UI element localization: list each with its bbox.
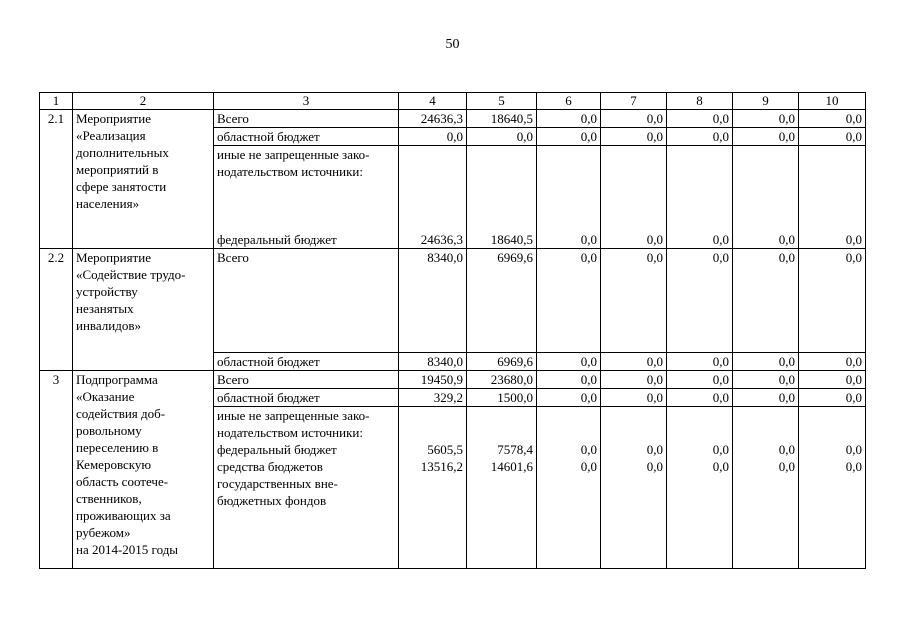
column-header: 3 [214,93,399,110]
value-cell: 0,0 [733,353,799,371]
value-cell: 0,0 [537,128,601,146]
value-cell: 0,0 [667,110,733,128]
value-cell: 24636,3 [399,110,467,128]
value-cell: 0,0 [733,146,799,249]
column-header: 8 [667,93,733,110]
column-header: 5 [467,93,537,110]
table-row [40,110,866,128]
budget-table [39,92,866,569]
value-cell: 6969,6 [467,249,537,353]
row-index: 3 [40,371,73,569]
value-cell: 0,0 [601,371,667,389]
measure-name: Мероприятие «Реализация дополнительных мероприятий в сфере занятости населения» [73,110,214,249]
value-cell: 0,0 [799,146,866,249]
value-cell: 0,0 [537,353,601,371]
value-cell: 0,0 [601,389,667,407]
row-index: 2.2 [40,249,73,371]
value-cell: 0,0 0,0 [667,407,733,569]
value-cell: 0,0 [733,389,799,407]
value-cell: 0,0 [799,110,866,128]
funding-source: Всего [214,110,399,128]
value-cell: 0,0 [537,389,601,407]
value-cell: 0,0 [537,249,601,353]
value-cell: 0,0 [399,128,467,146]
value-cell: 0,0 [733,249,799,353]
value-cell: 0,0 [799,249,866,353]
value-cell: 0,0 [799,371,866,389]
value-cell: 19450,9 [399,371,467,389]
column-header: 10 [799,93,866,110]
value-cell: 5605,5 13516,2 [399,407,467,569]
value-cell: 0,0 [799,389,866,407]
value-cell: 0,0 [601,146,667,249]
value-cell: 0,0 0,0 [537,407,601,569]
funding-source: Всего [214,249,399,353]
value-cell: 0,0 0,0 [733,407,799,569]
column-header: 2 [73,93,214,110]
measure-name: Мероприятие «Содействие трудо- устройству незанятых инвалидов» [73,249,214,371]
column-header: 4 [399,93,467,110]
value-cell: 0,0 [601,249,667,353]
value-cell: 329,2 [399,389,467,407]
row-index: 2.1 [40,110,73,249]
table-row [40,249,866,353]
value-cell: 0,0 0,0 [601,407,667,569]
value-cell: 7578,4 14601,6 [467,407,537,569]
value-cell: 1500,0 [467,389,537,407]
funding-source: областной бюджет [214,389,399,407]
value-cell: 8340,0 [399,353,467,371]
value-cell: 0,0 [667,389,733,407]
funding-source: иные не запрещенные зако- нодательством источники: федеральный бюджет [214,146,399,249]
value-cell: 0,0 [601,110,667,128]
funding-source: областной бюджет [214,353,399,371]
value-cell: 23680,0 [467,371,537,389]
value-cell: 0,0 [667,249,733,353]
value-cell: 18640,5 [467,146,537,249]
value-cell: 8340,0 [399,249,467,353]
value-cell: 18640,5 [467,110,537,128]
value-cell: 0,0 [537,371,601,389]
funding-source: иные не запрещенные зако- нодательством источники: федеральный бюджет средства бюджетов государственных вне- бюджетных фондов [214,407,399,569]
funding-source: областной бюджет [214,128,399,146]
column-header: 7 [601,93,667,110]
value-cell: 0,0 [601,128,667,146]
column-header: 1 [40,93,73,110]
value-cell: 0,0 [467,128,537,146]
column-header: 6 [537,93,601,110]
value-cell: 0,0 [667,146,733,249]
value-cell: 0,0 [733,128,799,146]
value-cell: 0,0 [799,353,866,371]
value-cell: 0,0 [799,128,866,146]
page-number: 50 [445,37,460,52]
value-cell: 0,0 [601,353,667,371]
measure-name: Подпрограмма «Оказание содействия доб- ровольному переселению в Кемеровскую область соотече- ственников, проживающих за рубежом» на 2014-2015 годы [73,371,214,569]
column-header: 9 [733,93,799,110]
table-row [40,371,866,389]
value-cell: 0,0 [537,146,601,249]
value-cell: 6969,6 [467,353,537,371]
funding-source: Всего [214,371,399,389]
value-cell: 0,0 [667,353,733,371]
value-cell: 0,0 [537,110,601,128]
value-cell: 0,0 [667,371,733,389]
value-cell: 24636,3 [399,146,467,249]
value-cell: 0,0 [733,110,799,128]
header-row [40,93,866,110]
value-cell: 0,0 [667,128,733,146]
value-cell: 0,0 0,0 [799,407,866,569]
value-cell: 0,0 [733,371,799,389]
